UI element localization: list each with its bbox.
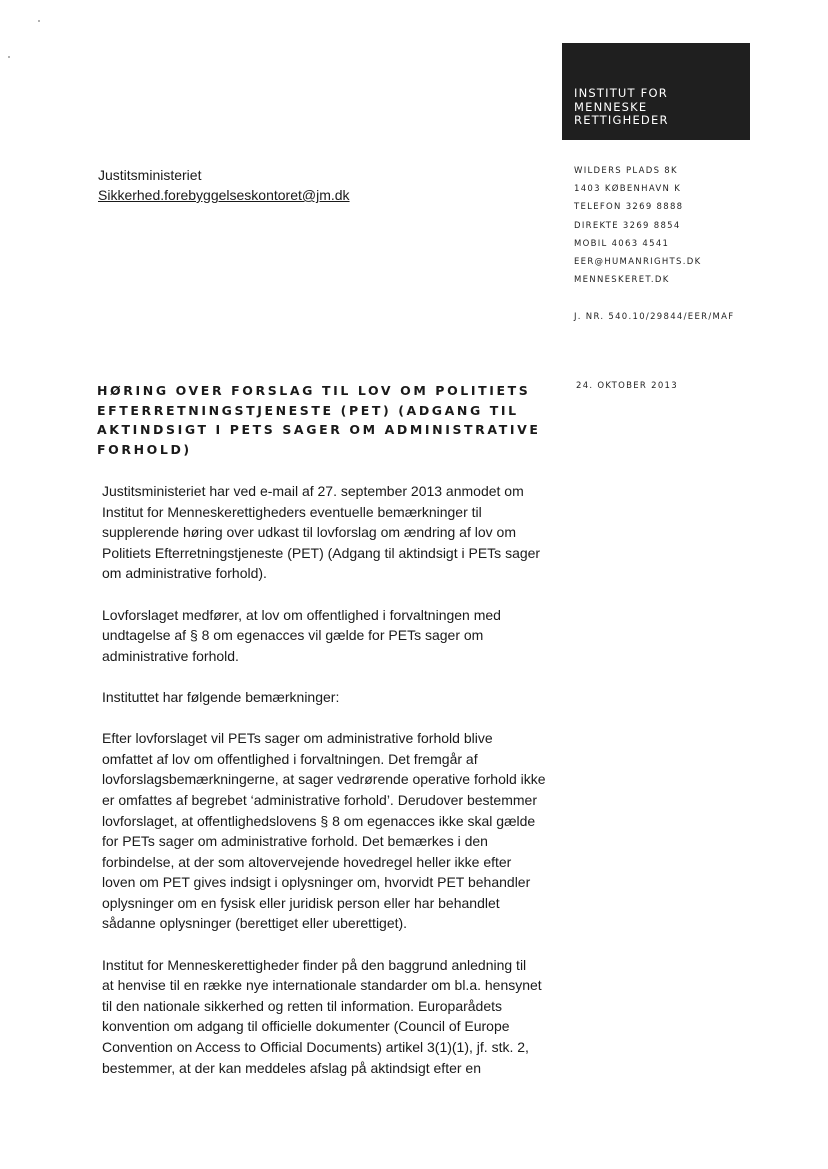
contact-mobile-line: MOBIL 4063 4541: [574, 238, 670, 249]
recipient-name: Justitsministeriet: [98, 167, 202, 183]
body-paragraph: [102, 728, 546, 934]
body-line: Justitsministeriet har ved e-mail af 27. september 2013 anmodet om: [102, 483, 524, 499]
body-line: til den nationale sikkerhed og retten til information. Europarådets: [102, 997, 503, 1014]
heading-line: HØRING OVER FORSLAG TIL LOV OM POLITIETS: [97, 383, 531, 398]
body-paragraph: [102, 687, 542, 708]
body-paragraph: [102, 955, 542, 1079]
journal-number: J. NR. 540.10/29844/EER/MAF: [574, 312, 735, 322]
body-line: bestemmer, at der kan meddeles afslag på aktindsigt efter en: [102, 1059, 481, 1076]
letter-date: 24. OKTOBER 2013: [576, 381, 678, 391]
body-line: lovforslaget, at offentlighedslovens § 8 om egenacces ikke skal gælde: [102, 812, 536, 829]
body-line: Convention on Access to Official Documents) artikel 3(1)(1), jf. stk. 2,: [102, 1039, 529, 1056]
heading-line: EFTERRETNINGSTJENESTE (PET) (ADGANG TIL: [97, 402, 519, 418]
letter-heading: [97, 381, 557, 459]
body-line: er omfattes af begrebet ‘administrative forhold’. Derudover bestemmer: [102, 791, 537, 808]
body-line: oplysninger om en fysisk eller juridisk person eller har behandlet: [102, 894, 500, 911]
body-line: undtagelse af § 8 om egenacces vil gælde for PETs sager om: [102, 627, 484, 644]
recipient-block: [98, 165, 350, 205]
body-line: Politiets Efterretningstjeneste (PET) (Adgang til aktindsigt i PETs sager: [102, 544, 541, 561]
heading-line: AKTINDSIGT I PETS SAGER OM ADMINISTRATIVE: [97, 422, 541, 437]
body-line: sådanne oplysninger (berettiget eller uberettiget).: [102, 915, 408, 932]
heading-line: FORHOLD): [97, 441, 192, 457]
body-line: lovforslagsbemærkningerne, at sager vedrørende operative forhold ikke: [102, 771, 546, 788]
contact-direct-line: DIREKTE 3269 8854: [574, 220, 681, 231]
body-line: om administrative forhold).: [102, 565, 267, 582]
body-line: konvention om adgang til officielle dokumenter (Council of Europe: [102, 1018, 510, 1035]
recipient-email-link[interactable]: Sikkerhed.forebyggelseskontoret@jm.dk: [98, 187, 350, 203]
body-line: Efter lovforslaget vil PETs sager om administrative forhold blive: [102, 730, 493, 747]
contact-city-line: 1403 KØBENHAVN K: [574, 184, 682, 195]
body-line: Instituttet har følgende bemærkninger:: [102, 688, 340, 705]
body-line: at henvise til en række nye internationale standarder om bl.a. hensynet: [102, 977, 542, 994]
contact-email-line: EER@HUMANRIGHTS.DK: [574, 257, 702, 268]
scan-speck: [8, 56, 10, 58]
contact-phone-line: TELEFON 3269 8888: [574, 202, 684, 213]
contact-address-line: WILDERS PLADS 8K: [574, 166, 678, 176]
logo-line: INSTITUT FOR: [574, 86, 668, 100]
scan-speck: [38, 20, 40, 22]
body-line: forbindelse, at der som altovervejende hovedregel heller ikke efter: [102, 853, 512, 870]
contact-website-line: MENNESKERET.DK: [574, 275, 670, 286]
body-line: administrative forhold.: [102, 647, 239, 664]
logo-text: [574, 87, 669, 128]
body-line: loven om PET gives indsigt i oplysninger om, hvorvidt PET behandler: [102, 874, 531, 891]
body-line: supplerende høring over udkast til lovforslag om ændring af lov om: [102, 524, 516, 541]
body-line: Institut for Menneskerettigheder finder på den baggrund anledning til: [102, 956, 527, 973]
body-paragraph: [102, 605, 542, 667]
letter-body: [102, 481, 546, 1099]
logo-line: RETTIGHEDER: [574, 113, 669, 127]
body-line: Institut for Menneskerettigheders eventuelle bemærkninger til: [102, 503, 482, 520]
logo-line: MENNESKE: [574, 99, 648, 114]
body-line: Lovforslaget medfører, at lov om offentlighed i forvaltningen med: [102, 606, 501, 623]
body-paragraph: [102, 481, 542, 584]
body-line: for PETs sager om administrative forhold. Det bemærkes i den: [102, 833, 488, 850]
sender-contact-block: [574, 162, 701, 289]
body-line: omfattet af lov om offentlighed i forvaltningen. Det fremgår af: [102, 750, 478, 767]
institute-logo: [562, 43, 750, 140]
